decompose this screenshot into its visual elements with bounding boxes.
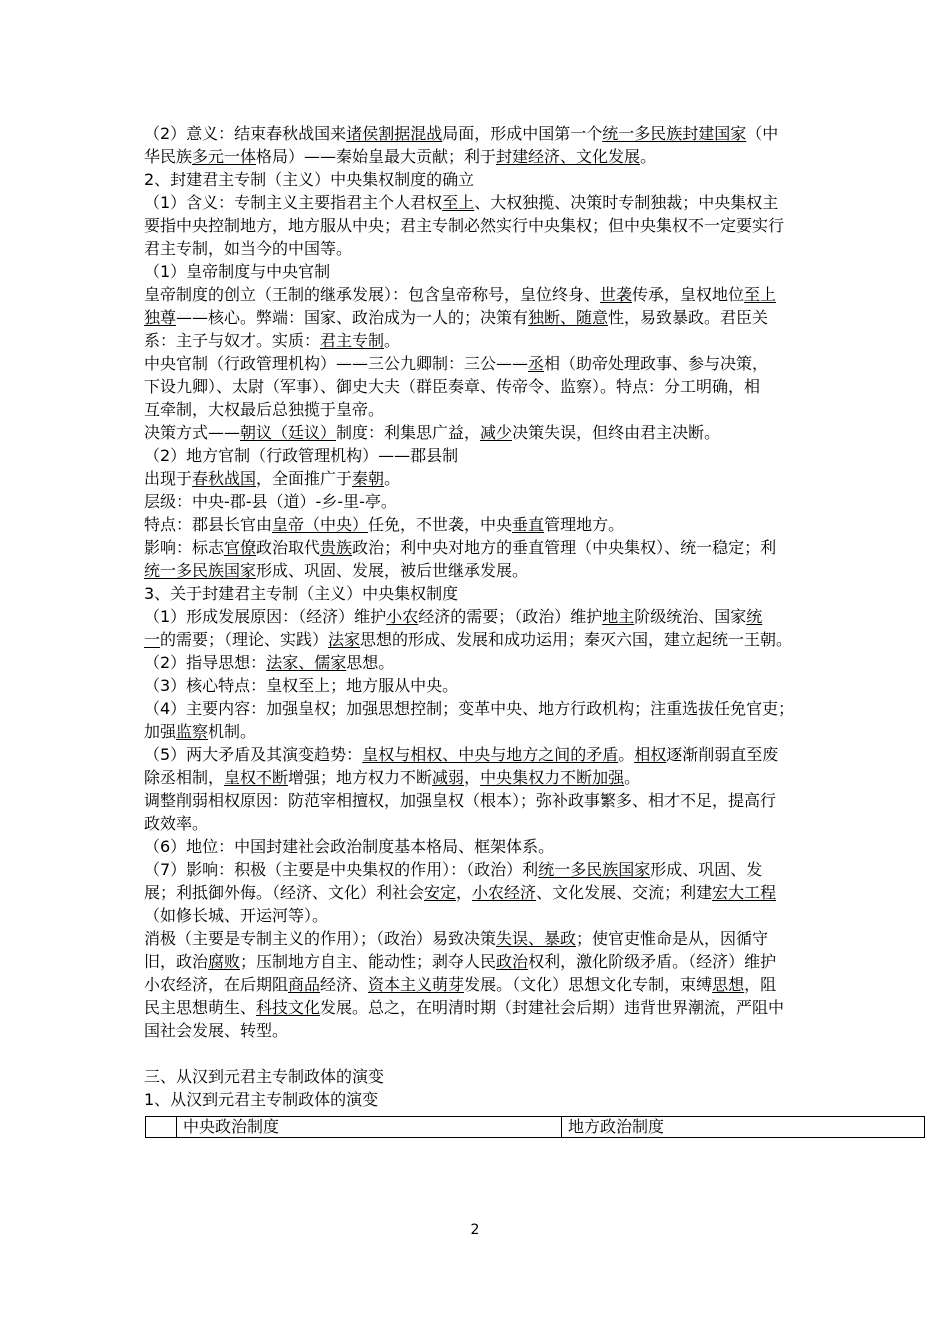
text-run: 华民族 [144,147,193,166]
underlined-term: 世袭 [600,285,633,304]
underlined-term: 相权 [634,745,667,764]
text-run: 性，易致暴政。君臣关 [608,308,769,327]
text-line [144,812,850,835]
text-run: 阶级统治、国家 [634,607,747,626]
underlined-term: 资本主义萌芽 [368,975,465,994]
text-run: 制度：利集思广益， [336,423,481,442]
text-run: 增强；地方权力不断 [288,768,433,787]
underlined-term: 小农 [386,607,419,626]
text-run: 国社会发展、转型。 [144,1021,289,1040]
text-line [144,536,850,559]
evolution-table [145,1116,925,1138]
text-run: 政效率。 [144,814,209,833]
underlined-term: 统一多民族国家 [538,860,651,879]
underlined-term: 一 [144,630,161,649]
text-run: 中央官制（行政管理机构）——三公九卿制：三公—— [144,354,529,373]
text-run: 。 [640,147,657,166]
underlined-term: 君主专制 [320,331,385,350]
table-header-blank [146,1117,177,1138]
text-run: 发展。（文化）思想文化专制，束缚 [464,975,713,994]
text-run: 下设九卿）、太尉（军事）、御史大夫（群臣奏章、传帝令、监察）。特点：分工明确，相 [144,377,761,396]
text-run: 经济、 [320,975,369,994]
text-run: 相（助帝处理政事、参与决策， [544,354,769,373]
text-line [144,1042,850,1065]
page-number: 2 [470,1222,480,1238]
text-run: 特点：郡县长官由 [144,515,273,534]
underlined-term: 地主 [602,607,635,626]
underlined-term: 科技文化 [256,998,321,1017]
text-run: （中 [746,124,779,143]
text-run: 形成、巩固、发展，被后世继承发展。 [256,561,529,580]
text-run: 三、从汉到元君主专制政体的演变 [144,1067,385,1086]
underlined-term: 皇帝（中央） [272,515,369,534]
text-line [144,513,850,536]
text-run: 思想的形成、发展和成功运用；秦灭六国，建立起统一王朝。 [360,630,793,649]
text-run: 出现于 [144,469,193,488]
underlined-term: 独尊 [144,308,177,327]
underlined-term: 小农经济 [472,883,537,902]
underlined-term: 朝议（廷议） [240,423,337,442]
underlined-term: 诸侯割据混战 [346,124,443,143]
text-run: ，阻 [744,975,777,994]
text-run: 。 [624,768,641,787]
underlined-term: 宏大工程 [712,883,777,902]
text-run: 皇帝制度的创立（王制的继承发展）：包含皇帝称号，皇位终身、 [144,285,601,304]
text-run: 小农经济，在后期阻 [144,975,289,994]
text-run: 除丞相制， [144,768,225,787]
text-line [144,743,850,766]
text-line [144,168,850,191]
underlined-term: 商品 [288,975,321,994]
underlined-term: 法家、儒家 [266,653,347,672]
text-line [144,904,850,927]
text-run: （1）含义：专制主义主要指君主个人君权 [144,193,443,212]
text-run: 。 [384,331,401,350]
text-run: ，全面推广于 [256,469,353,488]
text-run: ， [456,883,473,902]
text-run: 决策失误，但终由君主决断。 [512,423,721,442]
text-line [144,444,850,467]
text-line [144,996,850,1019]
underlined-term: 中央集权力不断加强 [480,768,625,787]
text-run: 的需要；（理论、实践） [160,630,329,649]
text-run: 。 [618,745,635,764]
text-line [144,858,850,881]
text-line [144,651,850,674]
text-line [144,421,850,444]
text-run: 要指中央控制地方，地方服从中央；君主专制必然实行中央集权；但中央集权不一定要实行 [144,216,785,235]
text-line [144,237,850,260]
text-line [144,1088,850,1111]
text-line [144,697,850,720]
underlined-term: 统 [746,607,763,626]
text-run: 传承，皇权地位 [632,285,745,304]
text-run: 、文化发展、交流；利建 [536,883,713,902]
underlined-term: 失误、暴政 [496,929,577,948]
text-line [144,720,850,743]
text-run: （4）主要内容：加强皇权；加强思想控制；变革中央、地方行政机构；注重选拔任免官吏； [144,699,795,718]
underlined-term: 统一多民族国家 [144,561,257,580]
underlined-term: 秦朝 [352,469,385,488]
underlined-term: 独断、随意 [528,308,609,327]
text-run: 互牵制，大权最后总独揽于皇帝。 [144,400,385,419]
underlined-term: 至上 [442,193,475,212]
text-run: 政治；利中央对地方的垂直管理（中央集权）、统一稳定；利 [352,538,777,557]
text-run: （2）指导思想： [144,653,267,672]
text-run: 逐渐削弱直至废 [666,745,779,764]
text-line [144,766,850,789]
text-line [144,145,850,168]
text-line [144,927,850,950]
text-run: 调整削弱相权原因：防范宰相擅权，加强皇权（根本）；弥补政事繁多、相才不足，提高行 [144,791,777,810]
text-line [144,559,850,582]
underlined-term: 法家 [328,630,361,649]
underlined-term: 思想 [712,975,745,994]
underlined-term: 减弱 [432,768,465,787]
text-run: 消极（主要是专制主义的作用）；（政治）易致决策 [144,929,497,948]
text-run: （3）核心特点：皇权至上；地方服从中央。 [144,676,459,695]
text-run: 加强 [144,722,177,741]
underlined-term: 春秋战国 [192,469,257,488]
underlined-term: 政治 [496,952,529,971]
underlined-term: 腐败 [208,952,241,971]
text-run: 君主专制，如当今的中国等。 [144,239,353,258]
text-line [144,283,850,306]
text-run: 系：主子与奴才。实质： [144,331,321,350]
text-line [144,973,850,996]
text-run: 旧，政治 [144,952,209,971]
text-run: 机制。 [208,722,257,741]
text-run: 管理地方。 [544,515,625,534]
text-run: （1）皇帝制度与中央官制 [144,262,331,281]
text-line [144,835,850,858]
text-line [144,628,850,651]
text-line [144,375,850,398]
text-line [144,674,850,697]
table-header-central: 中央政治制度 [177,1117,562,1138]
text-run: 形成、巩固、发 [650,860,763,879]
text-line [144,306,850,329]
text-run: （6）地位：中国封建社会政治制度基本格局、框架体系。 [144,837,555,856]
underlined-term: 安定 [424,883,457,902]
text-run: 决策方式—— [144,423,241,442]
text-run: （5）两大矛盾及其演变趋势： [144,745,363,764]
text-run: 3、关于封建君主专制（主义）中央集权制度 [144,584,459,603]
text-line [144,214,850,237]
text-run: 格局）——秦始皇最大贡献；利于 [256,147,497,166]
text-run: 经济的需要；（政治）维护 [418,607,603,626]
text-line [144,789,850,812]
underlined-term: 统一多民族封建国家 [602,124,747,143]
text-line [144,1019,850,1042]
text-run: 思想。 [346,653,395,672]
text-run: （如修长城、开运河等）。 [144,906,329,925]
text-run: （2）意义：结束春秋战国来 [144,124,347,143]
text-run: 、大权独揽、决策时专制独裁；中央集权主 [474,193,779,212]
text-run: 发展。总之，在明清时期（封建社会后期）违背世界潮流，严阻中 [320,998,785,1017]
text-line [144,191,850,214]
text-run: 影响：标志 [144,538,225,557]
text-run: 展；利抵御外侮。（经济、文化）利社会 [144,883,425,902]
text-run: ， [464,768,481,787]
text-run: 权利，激化阶级矛盾。（经济）维护 [528,952,777,971]
underlined-term: 垂直 [512,515,545,534]
text-line [144,1065,850,1088]
text-line [144,329,850,352]
table-header-row [146,1117,925,1138]
text-line [144,582,850,605]
text-run: 政治取代 [256,538,321,557]
underlined-term: 监察 [176,722,209,741]
underlined-term: 封建经济、文化发展 [496,147,641,166]
underlined-term: 减少 [480,423,513,442]
text-run: ；使官吏惟命是从，因循守 [576,929,769,948]
text-run: 。 [384,469,401,488]
text-line [144,490,850,513]
text-line [144,122,850,145]
underlined-term: 皇权不断 [224,768,289,787]
text-run: ；压制地方自主、能动性；剥夺人民 [240,952,497,971]
table-header-local: 地方政治制度 [562,1117,925,1138]
underlined-term: 官僚 [224,538,257,557]
text-line [144,881,850,904]
text-line [144,950,850,973]
underlined-term: 多元一体 [192,147,257,166]
underlined-term: 丞 [528,354,545,373]
text-run: 任免，不世袭，中央 [368,515,513,534]
document-body [144,122,850,1111]
underlined-term: 皇权与相权、中央与地方之间的矛盾 [362,745,619,764]
underlined-term: 至上 [744,285,777,304]
text-run: （1）形成发展原因：（经济）维护 [144,607,387,626]
text-run: 2、封建君主专制（主义）中央集权制度的确立 [144,170,475,189]
text-run: （7）影响：积极（主要是中央集权的作用）：（政治）利 [144,860,539,879]
text-run: 层级：中央-郡-县（道）-乡-里-亭。 [144,492,397,511]
text-run: ——核心。弊端：国家、政治成为一人的；决策有 [176,308,529,327]
text-run: （2）地方官制（行政管理机构）——郡县制 [144,446,459,465]
text-line [144,260,850,283]
text-line [144,352,850,375]
text-run: 局面，形成中国第一个 [442,124,603,143]
text-run: 1、从汉到元君主专制政体的演变 [144,1090,379,1109]
text-line [144,467,850,490]
text-line [144,605,850,628]
text-run: 民主思想萌生、 [144,998,257,1017]
underlined-term: 贵族 [320,538,353,557]
text-line [144,398,850,421]
